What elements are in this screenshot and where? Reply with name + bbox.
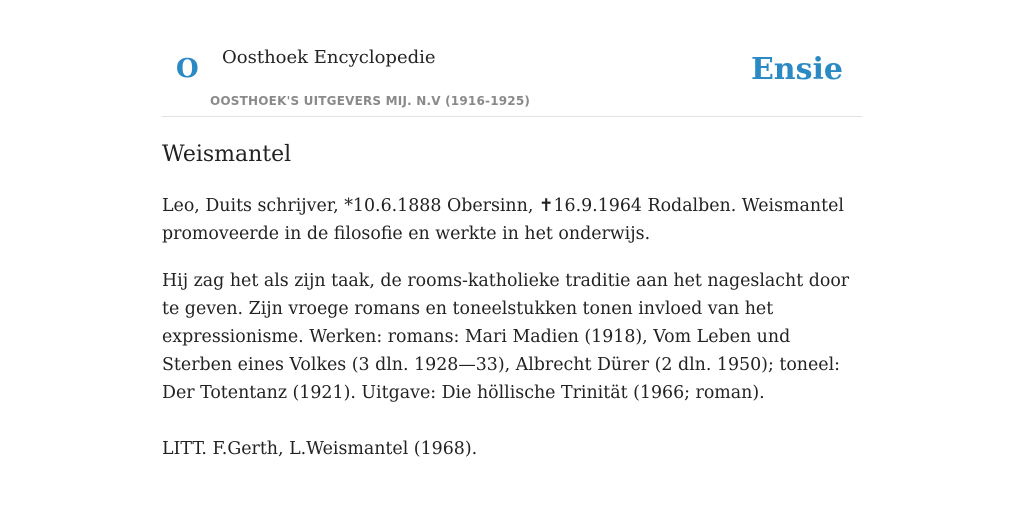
article-paragraph: Leo, Duits schrijver, *10.6.1888 Obersinn, ✝16.9.1964 Rodalben. Weismantel promoveerde in de filosofie en werkte in het onderwijs. (162, 196, 844, 244)
article-title: Weismantel (162, 142, 292, 167)
source-title-link[interactable]: Oosthoek Encyclopedie (222, 47, 436, 68)
ensie-logo-link[interactable]: Ensie (750, 52, 843, 87)
literature-reference: LITT. F.Gerth, L.Weismantel (1968). (162, 439, 478, 459)
source-header (162, 0, 862, 117)
publisher-label: OOSTHOEK'S UITGEVERS MIJ. N.V (1916-1925) (210, 94, 531, 108)
article-body (162, 192, 862, 463)
article-paragraph: Hij zag het als zijn taak, de rooms-katholieke traditie aan het nageslacht door te geven. Zijn vroege romans en toneelstukken tonen invloed van het expressionisme. Werken: romans: Mari Madien (1918), Vom Leben und Sterben eines Volkes (3 dln. 1928—33), Albrecht Dürer (2 dln. 1950); toneel: Der Totentanz (1921). Uitgave: Die höllische Trinität (1966; roman). (162, 271, 850, 403)
source-logo[interactable]: O (176, 54, 199, 84)
